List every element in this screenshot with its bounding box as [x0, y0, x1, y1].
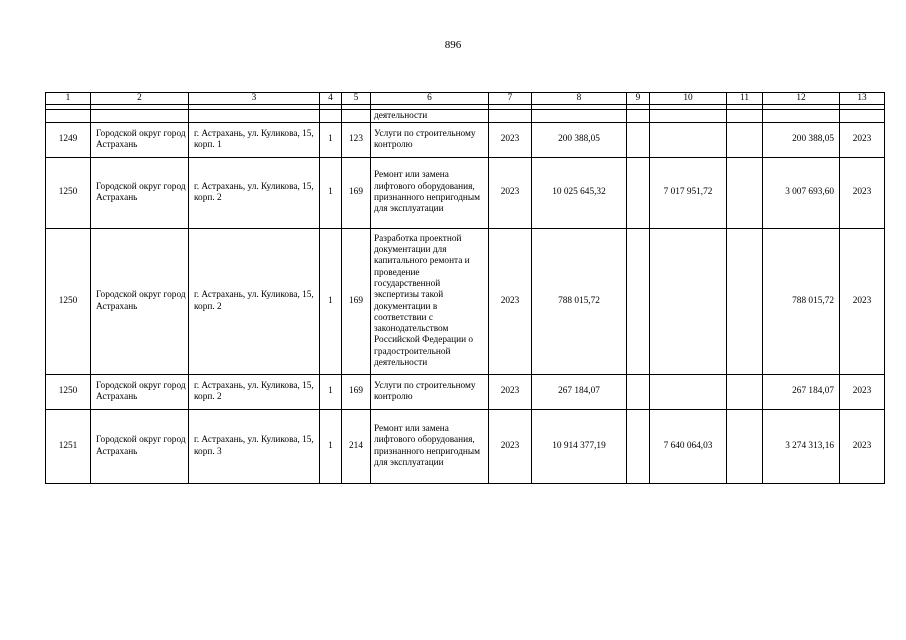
- total-cost-cell: 10 025 645,32: [532, 158, 627, 229]
- col-header-1: 1: [46, 93, 91, 105]
- header-row: [46, 93, 885, 105]
- col13-cell: 2023: [840, 123, 885, 158]
- col4-cell: 1: [320, 158, 342, 229]
- col5-cell: 169: [342, 229, 371, 375]
- col-header-11: 11: [727, 93, 763, 105]
- total-cost-cell: 200 388,05: [532, 123, 627, 158]
- table-row: [46, 123, 885, 158]
- col13-cell: 2023: [840, 410, 885, 484]
- col12-cell: 200 388,05: [763, 123, 840, 158]
- repair-register-table: [45, 92, 885, 484]
- col9-cell: [627, 410, 650, 484]
- col-header-3: 3: [189, 93, 320, 105]
- table-row: [46, 375, 885, 410]
- year-cell: 2023: [489, 158, 532, 229]
- col5-cell: 123: [342, 123, 371, 158]
- address-cell: г. Астрахань, ул. Куликова, 15, корп. 3: [189, 410, 320, 484]
- municipality-cell: Городской округ город Астрахань: [91, 375, 189, 410]
- col11-cell: [727, 410, 763, 484]
- col12-cell: 3 007 693,60: [763, 158, 840, 229]
- col4-cell: 1: [320, 375, 342, 410]
- municipality-cell: Городской округ город Астрахань: [91, 123, 189, 158]
- year-cell: 2023: [489, 123, 532, 158]
- col9-cell: [627, 229, 650, 375]
- col-header-7: 7: [489, 93, 532, 105]
- work-type-cell: деятельности: [371, 110, 489, 123]
- col5-cell: 169: [342, 375, 371, 410]
- col4-cell: 1: [320, 123, 342, 158]
- col13-cell: 2023: [840, 158, 885, 229]
- col13-cell: 2023: [840, 375, 885, 410]
- col5-cell: 214: [342, 410, 371, 484]
- col-header-6: 6: [371, 93, 489, 105]
- col4-cell: 1: [320, 229, 342, 375]
- municipality-cell: Городской округ город Астрахань: [91, 158, 189, 229]
- col4-cell: 1: [320, 410, 342, 484]
- col11-cell: [727, 229, 763, 375]
- col12-cell: 788 015,72: [763, 229, 840, 375]
- continuation-row: [46, 110, 885, 123]
- table-row: [46, 410, 885, 484]
- col-header-5: 5: [342, 93, 371, 105]
- table-row: [46, 229, 885, 375]
- col10-cell: [650, 123, 727, 158]
- record-number-cell: 1250: [46, 158, 91, 229]
- work-type-cell: Услуги по строительному контролю: [371, 123, 489, 158]
- col9-cell: [627, 375, 650, 410]
- col-header-8: 8: [532, 93, 627, 105]
- record-number-cell: 1249: [46, 123, 91, 158]
- work-type-cell: Услуги по строительному контролю: [371, 375, 489, 410]
- total-cost-cell: 267 184,07: [532, 375, 627, 410]
- col-header-13: 13: [840, 93, 885, 105]
- col-header-9: 9: [627, 93, 650, 105]
- address-cell: г. Астрахань, ул. Куликова, 15, корп. 1: [189, 123, 320, 158]
- col10-cell: [650, 375, 727, 410]
- year-cell: 2023: [489, 229, 532, 375]
- work-type-cell: Ремонт или замена лифтового оборудования, признанного непригодным для эксплуатации: [371, 410, 489, 484]
- col9-cell: [627, 158, 650, 229]
- col10-cell: 7 640 064,03: [650, 410, 727, 484]
- total-cost-cell: 10 914 377,19: [532, 410, 627, 484]
- col11-cell: [727, 123, 763, 158]
- municipality-cell: Городской округ город Астрахань: [91, 229, 189, 375]
- record-number-cell: 1250: [46, 229, 91, 375]
- col-header-10: 10: [650, 93, 727, 105]
- address-cell: г. Астрахань, ул. Куликова, 15, корп. 2: [189, 158, 320, 229]
- col10-cell: 7 017 951,72: [650, 158, 727, 229]
- work-type-cell: Ремонт или замена лифтового оборудования, признанного непригодным для эксплуатации: [371, 158, 489, 229]
- table-row: [46, 158, 885, 229]
- col12-cell: 267 184,07: [763, 375, 840, 410]
- col-header-12: 12: [763, 93, 840, 105]
- page-number: 896: [444, 39, 462, 51]
- year-cell: 2023: [489, 375, 532, 410]
- address-cell: г. Астрахань, ул. Куликова, 15, корп. 2: [189, 229, 320, 375]
- year-cell: 2023: [489, 410, 532, 484]
- total-cost-cell: 788 015,72: [532, 229, 627, 375]
- record-number-cell: 1251: [46, 410, 91, 484]
- address-cell: г. Астрахань, ул. Куликова, 15, корп. 2: [189, 375, 320, 410]
- municipality-cell: Городской округ город Астрахань: [91, 410, 189, 484]
- work-type-cell: Разработка проектной документации для капитального ремонта и проведение государственной экспертизы такой документации в соответствии с законодательством Российской Федерации о градостроительной деятельности: [371, 229, 489, 375]
- col5-cell: 169: [342, 158, 371, 229]
- col13-cell: 2023: [840, 229, 885, 375]
- record-number-cell: 1250: [46, 375, 91, 410]
- col-header-4: 4: [320, 93, 342, 105]
- col11-cell: [727, 158, 763, 229]
- col10-cell: [650, 229, 727, 375]
- col9-cell: [627, 123, 650, 158]
- col11-cell: [727, 375, 763, 410]
- col12-cell: 3 274 313,16: [763, 410, 840, 484]
- col-header-2: 2: [91, 93, 189, 105]
